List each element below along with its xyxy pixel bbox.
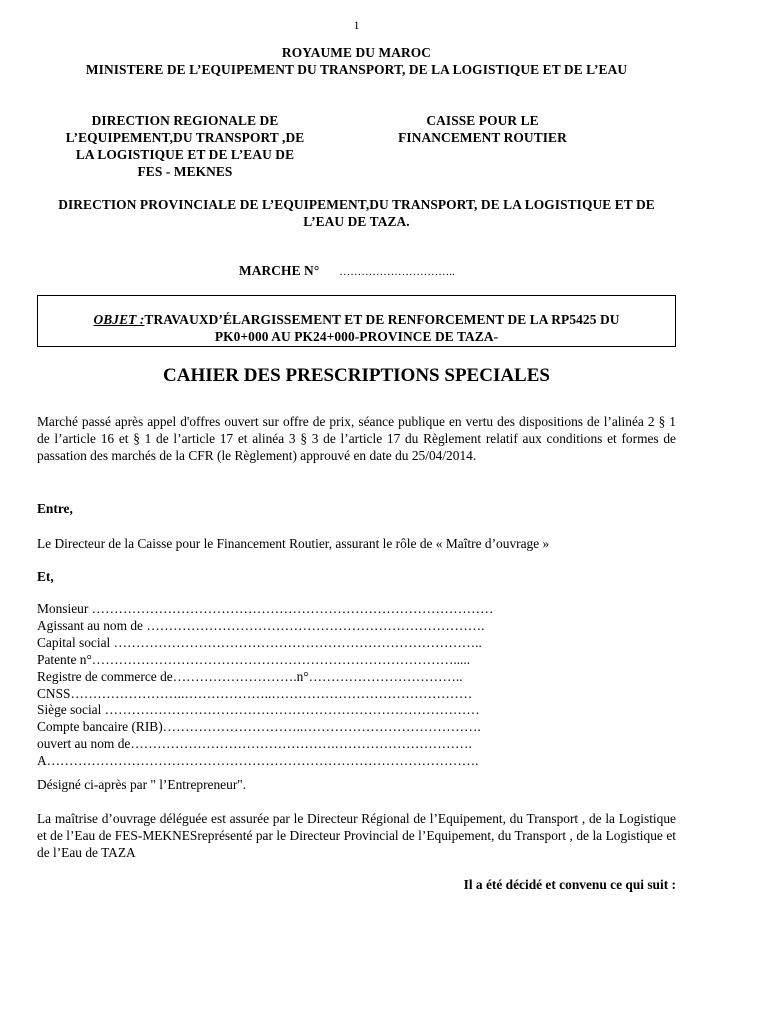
caisse-block bbox=[380, 112, 585, 146]
provincial-direction-line: L’EAU DE TAZA. bbox=[303, 214, 410, 229]
objet-box bbox=[37, 295, 676, 347]
field-compte-bancaire: Compte bancaire (RIB)…………………………..…………………………………. bbox=[37, 719, 481, 735]
intro-paragraph: Marché passé après appel d'offres ouvert sur offre de prix, séance publique en vertu des dispositions de l’alinéa 2 § 1 de l’article 16 et § 1 de l’article 17 et alinéa 3 § 3 de l’article 17 du Règlement relatif aux conditions et formes de passation des marchés de la CFR (le Règlement) approuvé en date du 25/04/2014. bbox=[37, 414, 676, 463]
objet-line1 bbox=[38, 311, 675, 328]
document-title: CAHIER DES PRESCRIPTIONS SPECIALES bbox=[163, 365, 550, 386]
closing-statement: Il a été décidé et convenu ce qui suit : bbox=[463, 877, 676, 892]
provincial-direction-block bbox=[20, 196, 693, 230]
regional-direction-line: L’EQUIPEMENT,DU TRANSPORT ,DE bbox=[65, 130, 305, 145]
field-ouvert-au-nom: ouvert au nom de……………………………………….…………………………. bbox=[37, 736, 472, 752]
page-number: 1 bbox=[353, 18, 360, 32]
et-label: Et, bbox=[37, 569, 54, 584]
field-registre-commerce: Registre de commerce de……………………….n°…………………………….. bbox=[37, 668, 463, 684]
marche-number-dots: ………………………….. bbox=[339, 266, 455, 278]
caisse-line: FINANCEMENT ROUTIER bbox=[398, 130, 567, 145]
delegation-paragraph: La maîtrise d’ouvrage déléguée est assurée par le Directeur Régional de l’Equipement, du Transport , de la Logistique et de l’Eau de FES-MEKNESreprésenté par le Directeur Provincial de l’Equipement, du Transport , de la Logistique et de l’Eau de TAZA bbox=[37, 811, 676, 860]
kingdom-heading: ROYAUME DU MAROC bbox=[281, 45, 432, 60]
field-patente: Patente n°………………………………………………………………………..... bbox=[37, 651, 471, 667]
field-siege-social: Siège social ………………………………………………………………………… bbox=[37, 702, 480, 718]
provincial-direction-line: DIRECTION PROVINCIALE DE L’EQUIPEMENT,DU TRANSPORT, DE LA LOGISTIQUE ET DE bbox=[58, 197, 655, 212]
entre-label: Entre, bbox=[37, 501, 73, 516]
contractor-fields bbox=[37, 601, 493, 770]
regional-direction-block bbox=[30, 112, 340, 180]
field-cnss: CNSS……………………..………………..……………………………………… bbox=[37, 685, 473, 701]
designe-text: Désigné ci-après par " l’Entrepreneur". bbox=[37, 777, 247, 792]
ministry-heading: MINISTERE DE L’EQUIPEMENT DU TRANSPORT, DE LA LOGISTIQUE ET DE L’EAU bbox=[85, 62, 628, 77]
objet-text-line1: TRAVAUXD’ÉLARGISSEMENT ET DE RENFORCEMENT DE LA RP5425 DU bbox=[144, 312, 620, 327]
regional-direction-line: FES - MEKNES bbox=[137, 164, 233, 179]
marche-label: MARCHE N° bbox=[239, 263, 320, 278]
objet-text-line2: PK0+000 AU PK24+000-PROVINCE DE TAZA- bbox=[214, 329, 499, 344]
field-a: A……………………………………………………………………………………. bbox=[37, 753, 479, 769]
regional-direction-line: DIRECTION REGIONALE DE bbox=[91, 113, 279, 128]
regional-direction-line: LA LOGISTIQUE ET DE L’EAU DE bbox=[75, 147, 295, 162]
marche-line bbox=[239, 262, 455, 280]
field-monsieur: Monsieur ……………………………………………………………………………… bbox=[37, 601, 494, 616]
party1-text: Le Directeur de la Caisse pour le Financement Routier, assurant le rôle de « Maître d’ouvrage » bbox=[37, 536, 550, 551]
objet-label: OBJET : bbox=[93, 312, 145, 327]
field-agissant: Agissant au nom de …………………………………………………………………. bbox=[37, 617, 485, 633]
caisse-line: CAISSE POUR LE bbox=[426, 113, 539, 128]
field-capital-social: Capital social ……………………………………………………………………….. bbox=[37, 634, 482, 650]
